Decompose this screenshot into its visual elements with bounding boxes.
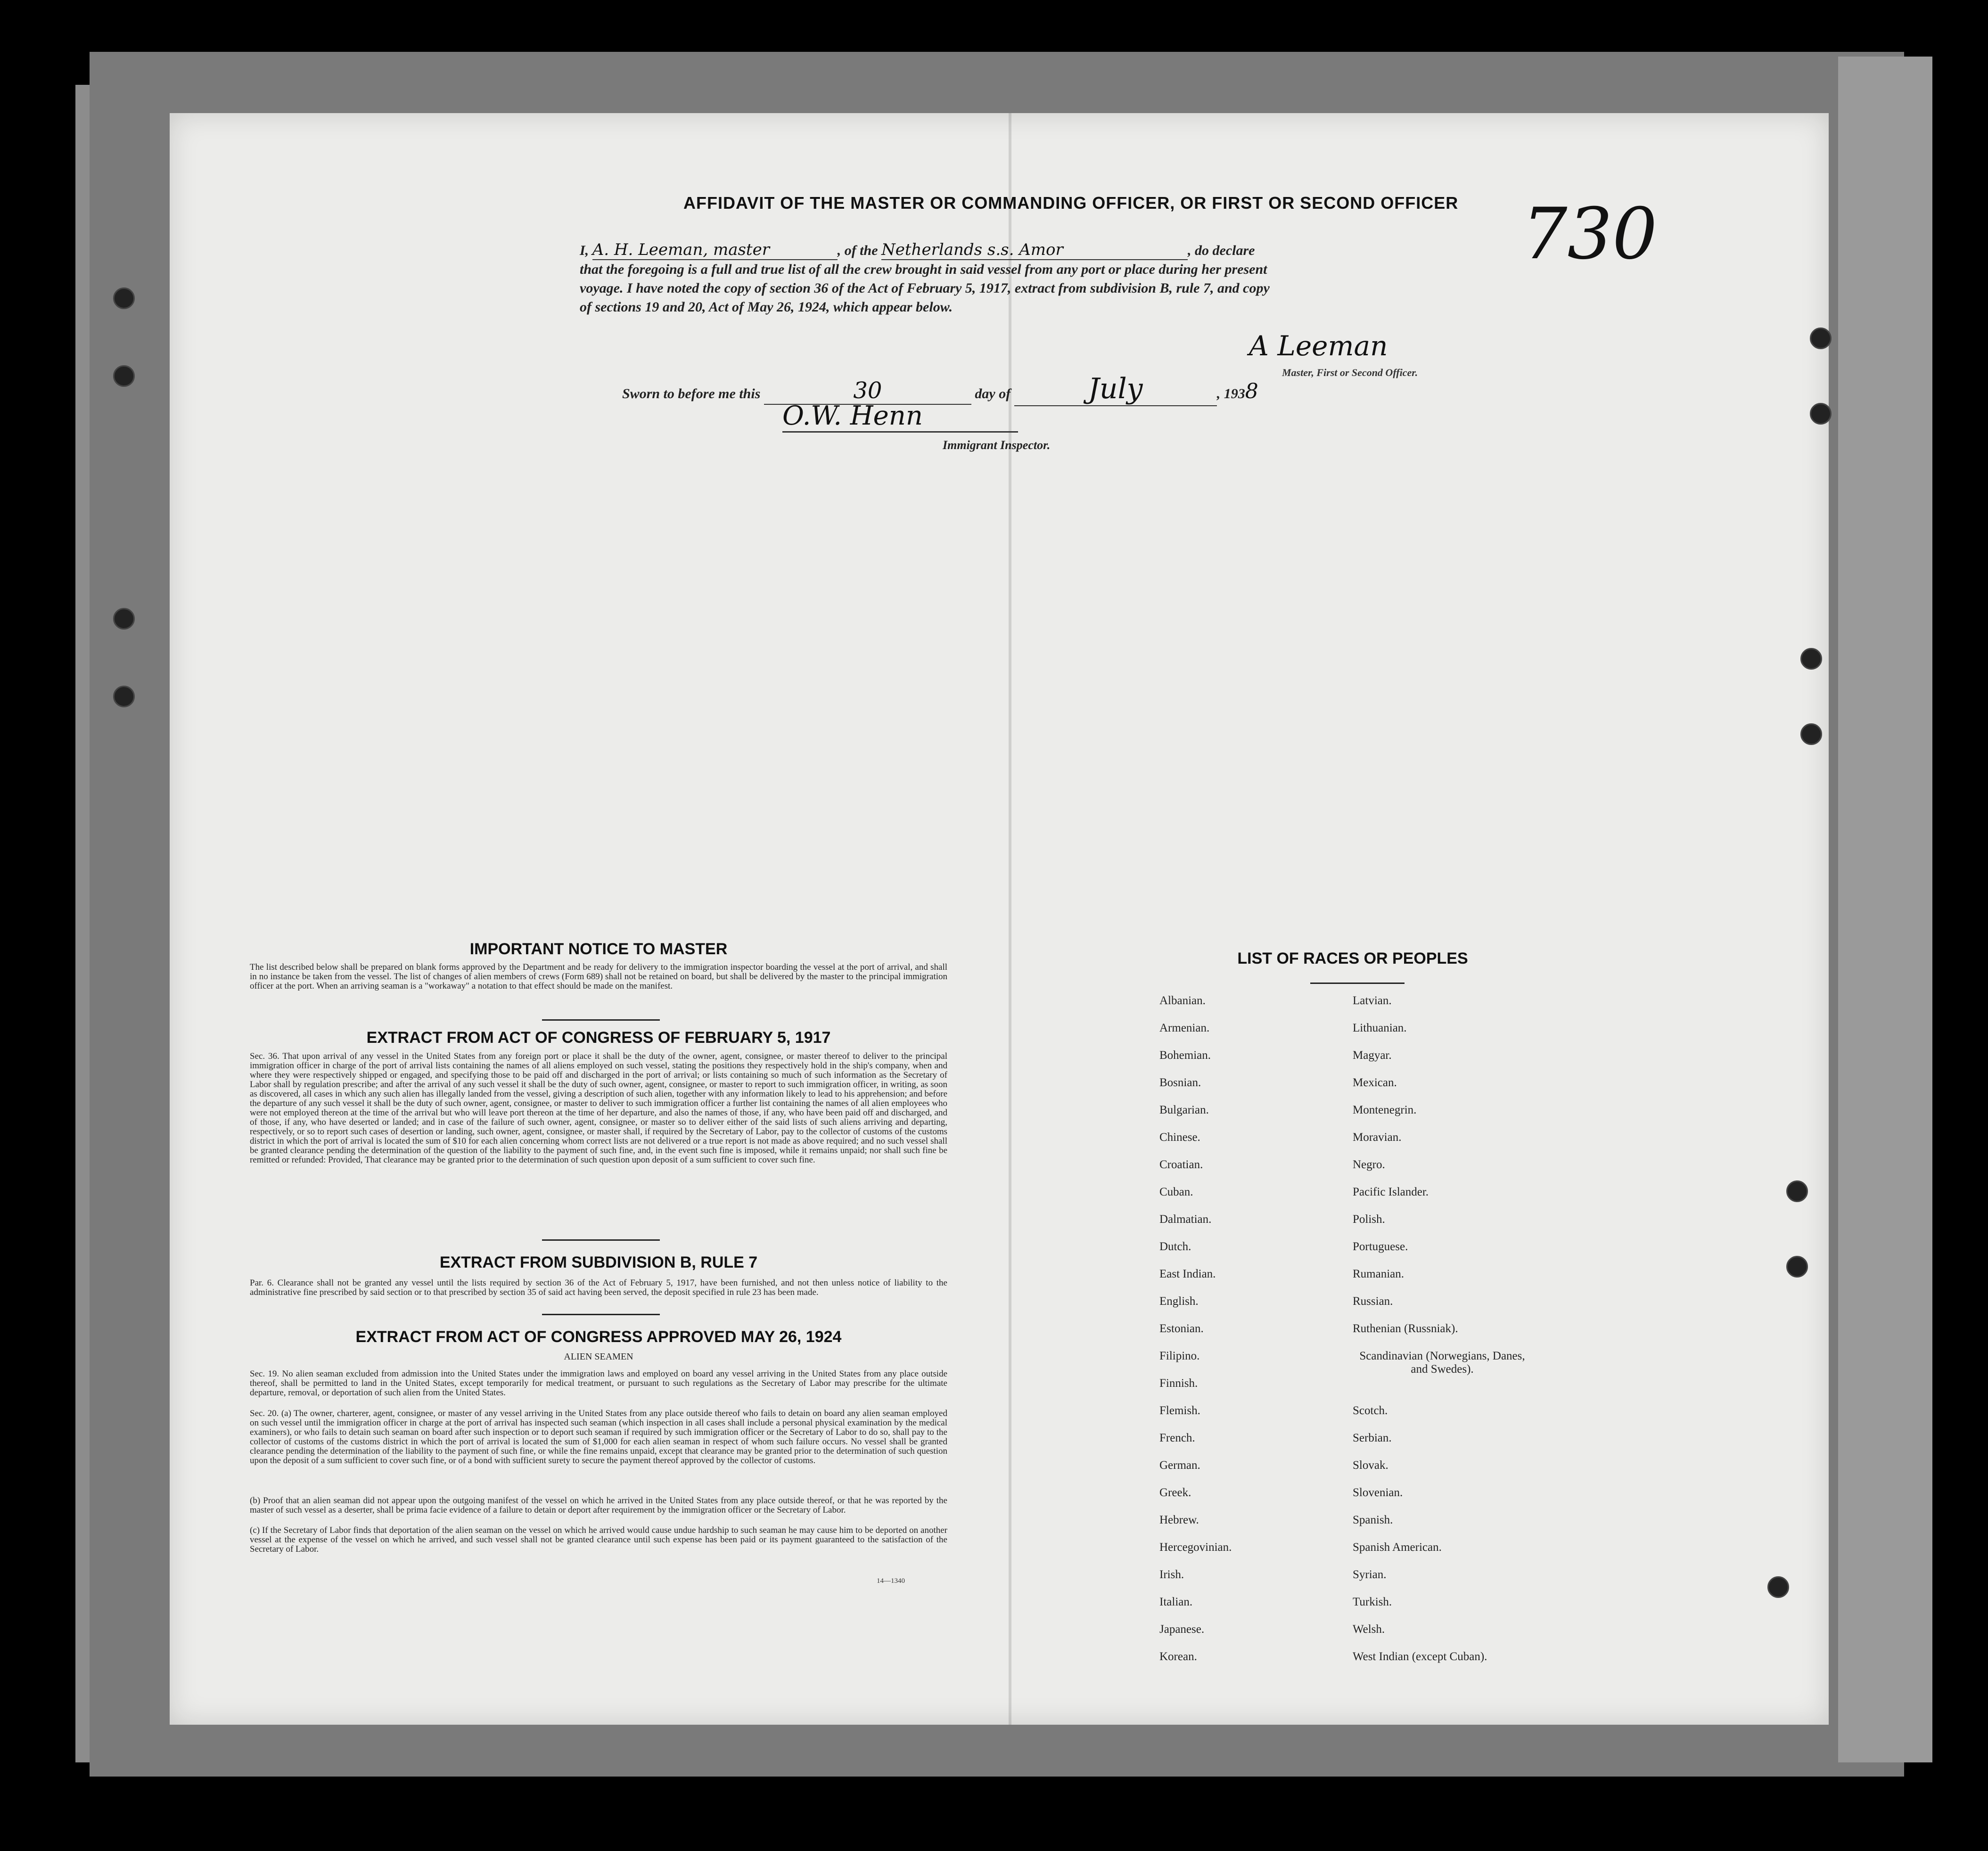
- affidavit-declare: , do declare: [1188, 243, 1255, 258]
- race-item: Negro.: [1353, 1158, 1385, 1171]
- race-item: Polish.: [1353, 1213, 1385, 1226]
- affidavit-of-the: , of the: [837, 243, 878, 258]
- handwritten-number: 730: [1522, 193, 1658, 275]
- race-item: Slovak.: [1353, 1459, 1388, 1472]
- extract-1924-title: EXTRACT FROM ACT OF CONGRESS APPROVED MAY 26, 1924: [355, 1328, 842, 1346]
- year-suffix: 8: [1245, 379, 1258, 403]
- binder-hole: [113, 287, 135, 309]
- race-item: Rumanian.: [1353, 1268, 1405, 1280]
- race-item: Scandinavian (Norwegians, Danes, and Swedes).: [1359, 1350, 1525, 1376]
- notice-title: IMPORTANT NOTICE TO MASTER: [469, 940, 728, 958]
- page-fold: [1009, 113, 1011, 1725]
- master-signature: A Leeman: [1249, 330, 1388, 362]
- binder-hole: [113, 608, 135, 630]
- race-item: Pacific Islander.: [1353, 1186, 1429, 1198]
- inspector-caption: Immigrant Inspector.: [943, 438, 1051, 452]
- race-item: Filipino.: [1159, 1350, 1200, 1362]
- race-item: Armenian.: [1159, 1022, 1210, 1034]
- race-item: Estonian.: [1159, 1322, 1204, 1335]
- divider-rule: [542, 1239, 660, 1241]
- binder-hole: [1810, 328, 1832, 349]
- binder-hole: [1800, 648, 1822, 670]
- race-item: Slovenian.: [1353, 1486, 1403, 1499]
- binder-hole: [1767, 1576, 1789, 1598]
- race-item: Greek.: [1159, 1486, 1191, 1499]
- race-item: Mexican.: [1353, 1076, 1397, 1089]
- year-prefix: , 193: [1216, 386, 1245, 401]
- binder-hole: [113, 365, 135, 387]
- extract-1917-body: Sec. 36. That upon arrival of any vessel in the United States from any foreign port or place it shall be the duty of the owner, agent, consignee, or master thereof to deliver to the principal immigration officer in charge of the port of arrival lists containing the names of all aliens employed on such vessel, stating the positions they respectively hold in the ship's company, when and where they were respectively shipped or engaged, and specifying those to be paid off and discharged in the port of arrival; or lists containing so much of such information as the Secretary of Labor shall by regulation prescribe; and after the arrival of any such vessel it shall be the duty of such owner, agent, consignee, or master to report to such immigration officer, in writing, as soon as discovered, all cases in which any such alien has illegally landed from the vessel, giving a description of such alien, together with any information likely to lead to his apprehension; and before the departure of any such vessel it shall be the duty of such owner, agent, consignee, or master to deliver to such immigration officer a further list containing the names of all alien employees who were not employed thereon at the time of the arrival but who will leave port thereon at the time of her departure, and also the names of those, if any, who have been paid off and discharged, and of those, if any, who have deserted or landed; and in case of the failure of such owner, agent, consignee, or master so to deliver either of the said lists of such aliens arriving and departing, respectively, or so to report such cases of desertion or landing, such owner, agent, consignee, or master shall, if required by the Secretary of Labor, pay to the collector of customs of the customs district in which the port of arrival is located the sum of $10 for each alien concerning whom correct lists are not delivered or a true report is not made as above required; and no such vessel shall be granted clearance pending the determination of the question of the liability to the payment of such fine, and, in the event such fine is imposed, while it remains unpaid; nor shall such fine be remitted or refunded: Provided, That clearance may be granted prior to the determination of such question upon deposit of a sum sufficient to cover such fine.: [250, 1051, 947, 1165]
- form-number: 14—1340: [877, 1577, 905, 1585]
- race-item: Bulgarian.: [1159, 1104, 1209, 1116]
- race-item: German.: [1159, 1459, 1200, 1472]
- divider-rule: [542, 1314, 660, 1315]
- alien-seamen-subtitle: ALIEN SEAMEN: [564, 1351, 633, 1362]
- binder-hole: [1800, 723, 1822, 745]
- affidavit-line-1: [580, 240, 1485, 260]
- affidavit-title: AFFIDAVIT OF THE MASTER OR COMMANDING OFFICER, OR FIRST OR SECOND OFFICER: [683, 193, 1459, 213]
- extract-1924-sec20c: (c) If the Secretary of Labor finds that deportation of the alien seaman on the vessel on which he arrived would cause undue hardship to such seaman he may cause him to be deported on another vessel at the expense of the vessel on which he arrived, and such vessel shall not be granted clearance until such expense has been paid or its payment guaranteed to the satisfaction of the Secretary of Labor.: [250, 1525, 947, 1554]
- race-item: Chinese.: [1159, 1131, 1200, 1144]
- race-item: East Indian.: [1159, 1268, 1216, 1280]
- affidavit-i: I,: [580, 243, 589, 258]
- master-caption: Master, First or Second Officer.: [1282, 367, 1418, 378]
- race-item: Japanese.: [1159, 1623, 1205, 1636]
- race-item: Turkish.: [1353, 1596, 1392, 1608]
- sworn-day-field: 30: [764, 377, 971, 405]
- race-item: Flemish.: [1159, 1404, 1200, 1417]
- race-item: Bohemian.: [1159, 1049, 1211, 1062]
- subdiv-b-title: EXTRACT FROM SUBDIVISION B, RULE 7: [439, 1253, 758, 1271]
- race-item: Dutch.: [1159, 1240, 1191, 1253]
- race-item: Magyar.: [1353, 1049, 1392, 1062]
- inspector-signature: O.W. Henn: [782, 401, 1018, 433]
- divider-rule: [1310, 983, 1405, 984]
- race-item: Korean.: [1159, 1650, 1197, 1663]
- race-item: Croatian.: [1159, 1158, 1203, 1171]
- race-item: Montenegrin.: [1353, 1104, 1417, 1116]
- race-item: Moravian.: [1353, 1131, 1402, 1144]
- race-item: Spanish American.: [1353, 1541, 1442, 1554]
- paper-stack-edge: [1838, 57, 1932, 1762]
- binder-hole: [1786, 1180, 1808, 1202]
- races-left-column: [1159, 994, 1329, 1678]
- binder-hole: [1786, 1256, 1808, 1278]
- extract-1924-sec20b: (b) Proof that an alien seaman did not appear upon the outgoing manifest of the vessel on which he arrived in the United States from any place outside thereof, or that he was reported by the master of such vessel as a deserter, shall be prima facie evidence of a failure to detain or deport after requirement by the immigration officer or the Secretary of Labor.: [250, 1496, 947, 1515]
- race-item: West Indian (except Cuban).: [1353, 1650, 1487, 1663]
- race-item: Scotch.: [1353, 1404, 1388, 1417]
- race-item: Bosnian.: [1159, 1076, 1201, 1089]
- races-title: LIST OF RACES OR PEOPLES: [1237, 950, 1468, 967]
- affidavit-line-3: voyage. I have noted the copy of section 36 of the Act of February 5, 1917, extract from subdivision B, rule 7, and copy: [580, 280, 1270, 296]
- race-item: Russian.: [1353, 1295, 1393, 1308]
- race-item: Latvian.: [1353, 994, 1392, 1007]
- subdiv-b-body: Par. 6. Clearance shall not be granted any vessel until the lists required by section 36 of the Act of February 5, 1917, have been furnished, and not then unless notice of liability to the administrative fine prescribed by said section or to that prescribed by section 35 of said act having been served, the deposit specified in rule 23 has been made.: [250, 1278, 947, 1297]
- race-item: English.: [1159, 1295, 1199, 1308]
- affidavit-line-4: of sections 19 and 20, Act of May 26, 1924, which appear below.: [580, 299, 953, 315]
- notice-body: The list described below shall be prepared on blank forms approved by the Department and be ready for delivery to the immigration inspector boarding the vessel at the port of arrival, and shall in no instance be taken from the vessel. The list of changes of alien members of crews (Form 689) shall not be retained on board, but shall be delivered by the master to the principal immigration officer at the port. When an arriving seaman is a "workaway" a notation to that effect should be made on the manifest.: [250, 962, 947, 991]
- race-item: Portuguese.: [1353, 1240, 1408, 1253]
- vessel-name-field: Netherlands s.s. Amor: [881, 240, 1188, 260]
- sworn-text: Sworn to before me this: [622, 386, 761, 401]
- binder-hole: [113, 686, 135, 707]
- affidavit-paragraph: [580, 240, 1485, 317]
- race-item: Ruthenian (Russniak).: [1353, 1322, 1458, 1335]
- race-item: Finnish.: [1159, 1377, 1198, 1390]
- race-item: Italian.: [1159, 1596, 1193, 1608]
- races-right-column: [1353, 994, 1569, 1678]
- binder-hole: [1810, 403, 1832, 425]
- master-name-field: A. H. Leeman, master: [592, 240, 838, 260]
- race-item: Cuban.: [1159, 1186, 1193, 1198]
- race-item: Hercegovinian.: [1159, 1541, 1232, 1554]
- extract-1917-title: EXTRACT FROM ACT OF CONGRESS OF FEBRUARY 5, 1917: [366, 1029, 831, 1047]
- race-item: Serbian.: [1353, 1432, 1392, 1444]
- affidavit-line-2: that the foregoing is a full and true list of all the crew brought in said vessel from any port or place during her present: [580, 262, 1267, 277]
- race-item: French.: [1159, 1432, 1195, 1444]
- race-item: Syrian.: [1353, 1568, 1387, 1581]
- extract-1924-sec20a: Sec. 20. (a) The owner, charterer, agent, consignee, or master of any vessel arriving in the United States from any place outside thereof who fails to detain on board any alien seaman employed on such vessel until the immigration officer in charge at the port of arrival has inspected such seaman (which inspection in all cases shall include a personal physical examination by the medical examiners), or who fails to detain such seaman on board after such inspection or to deport such seaman if required by such immigration officer or the Secretary of Labor to do so, shall pay to the collector of customs of the customs district in which the port of arrival is located the sum of $1,000 for each alien seaman in respect of whom such failure occurs. No vessel shall be granted clearance pending the determination of the liability to the payment of such fine, or while the fine remains unpaid, except that clearance may be granted prior to the determination of such question upon the deposit of a sum sufficient to cover such fine, or of a bond with sufficient surety to secure the payment thereof approved by the collector of customs.: [250, 1409, 947, 1466]
- divider-rule: [542, 1019, 660, 1021]
- race-item: Lithuanian.: [1353, 1022, 1407, 1034]
- race-item: Dalmatian.: [1159, 1213, 1212, 1226]
- race-item: Spanish.: [1353, 1514, 1393, 1526]
- race-item: Welsh.: [1353, 1623, 1385, 1636]
- document-page: [170, 113, 1829, 1725]
- race-item: Hebrew.: [1159, 1514, 1199, 1526]
- race-item: Albanian.: [1159, 994, 1206, 1007]
- sworn-month-field: July: [1014, 372, 1217, 406]
- day-of-text: day of: [975, 386, 1011, 401]
- extract-1924-sec19: Sec. 19. No alien seaman excluded from admission into the United States under the immigration laws and employed on board any vessel arriving in the United States from any place outside thereof, shall be permitted to land in the United States, except temporarily for medical treatment, or pursuant to such regulations as the Secretary of Labor may prescribe for the ultimate departure, removal, or deportation of such alien from the United States.: [250, 1369, 947, 1398]
- race-item: Irish.: [1159, 1568, 1184, 1581]
